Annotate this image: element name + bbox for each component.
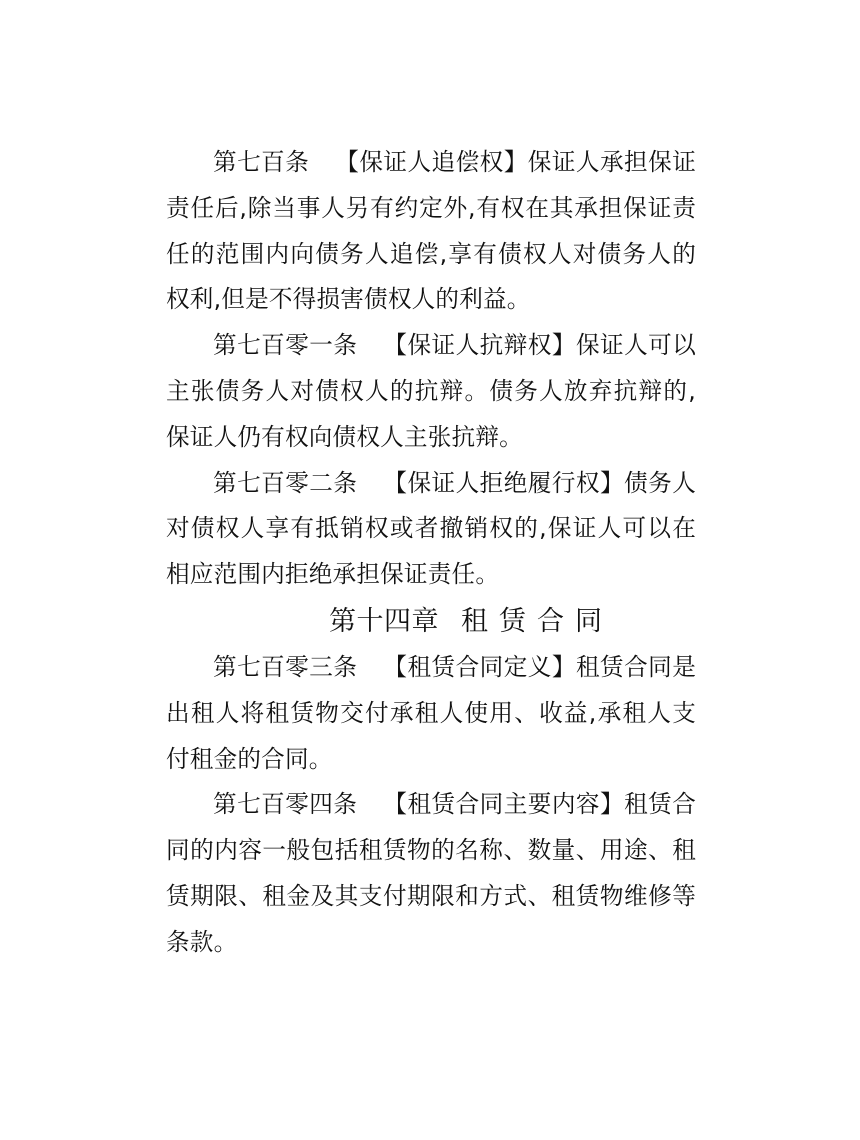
- article-number: 第七百零一条: [213, 331, 358, 360]
- article-number: 第七百条: [213, 148, 310, 176]
- chapter-heading: [166, 598, 696, 645]
- article-text: 保证人可以主张债务人对债权人的抗辩。债务人放弃抗辩的,保证人仍有权向债权人主张抗辩。: [166, 331, 696, 451]
- chapter-number: 第十四章: [329, 605, 439, 637]
- article-heading: 【租赁合同定义】: [383, 652, 576, 681]
- article-number: 第七百零四条: [213, 790, 358, 819]
- article-number: 第七百零三条: [213, 652, 358, 681]
- chapter-title: 租赁合同: [461, 605, 613, 637]
- article-heading: 【保证人追偿权】: [335, 148, 528, 176]
- article-heading: 【租赁合同主要内容】: [383, 790, 625, 819]
- article-heading: 【保证人抗辩权】: [383, 331, 576, 360]
- article-702: [166, 461, 696, 598]
- article-704: [166, 782, 696, 965]
- article-text: 保证人承担保证责任后,除当事人另有约定外,有权在其承担保证责任的范围内向债务人追偿,享有债权人对债务人的权利,但是不得损害债权人的利益。: [166, 148, 696, 314]
- article-text: 租赁合同的内容一般包括租赁物的名称、数量、用途、租赁期限、租金及其支付期限和方式、租赁物维修等条款。: [166, 790, 697, 956]
- article-703: [166, 645, 696, 782]
- document-page: [166, 140, 696, 966]
- article-text: 债务人对债权人享有抵销权或者撤销权的,保证人可以在相应范围内拒绝承担保证责任。: [166, 468, 697, 589]
- article-heading: 【保证人拒绝履行权】: [383, 468, 625, 497]
- article-number: 第七百零二条: [213, 468, 358, 497]
- article-701: [166, 323, 696, 460]
- article-700: [166, 140, 696, 323]
- article-text: 租赁合同是出租人将租赁物交付承租人使用、收益,承租人支付租金的合同。: [166, 652, 696, 773]
